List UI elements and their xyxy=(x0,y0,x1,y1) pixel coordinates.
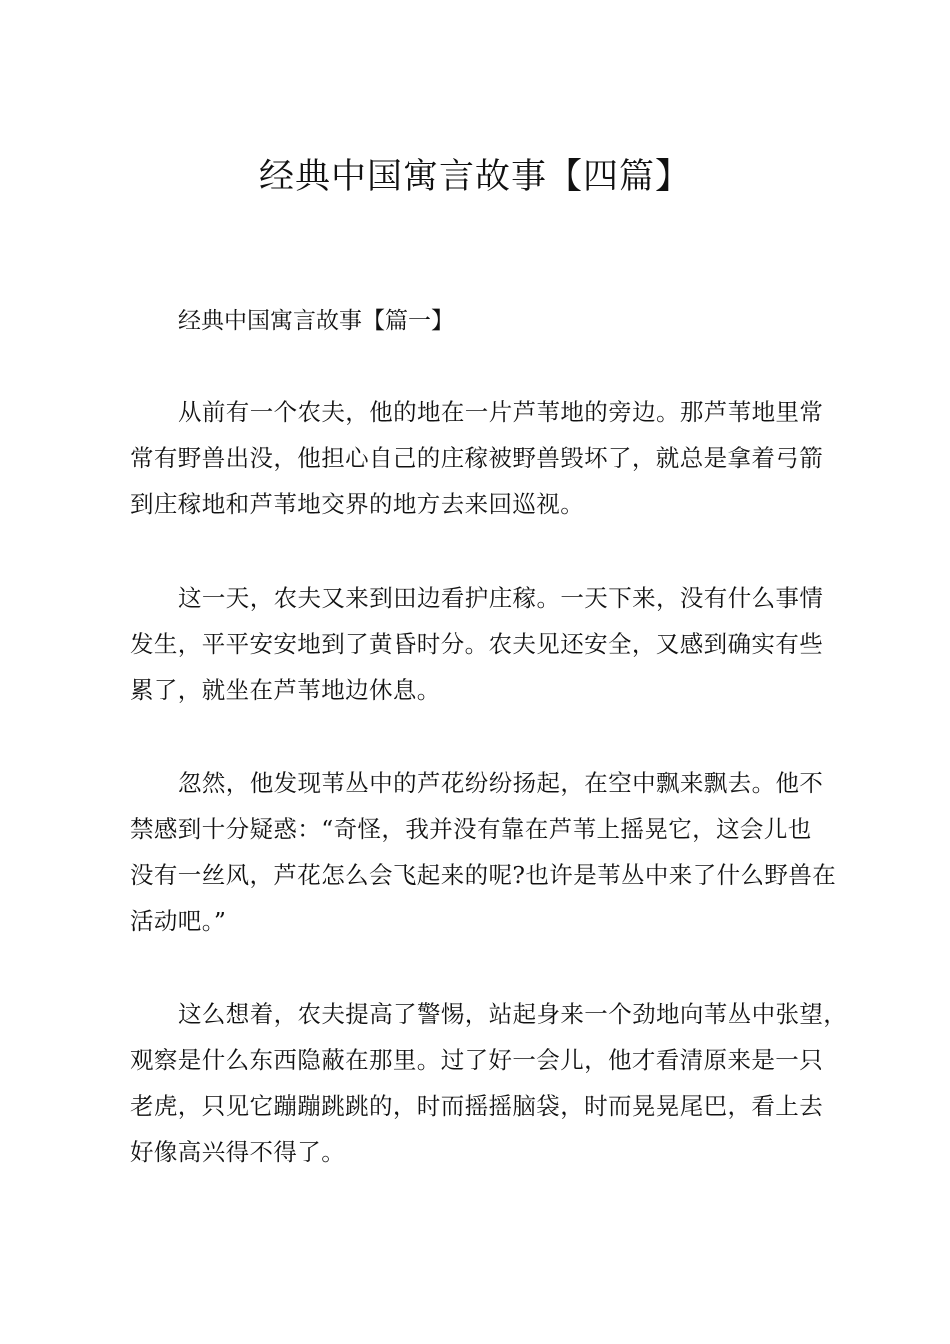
paragraph-line: 老虎，只见它蹦蹦跳跳的，时而摇摇脑袋，时而晃晃尾巴，看上去 xyxy=(130,1092,824,1120)
paragraph-2 xyxy=(130,575,830,713)
document-title: 经典中国寓言故事【四篇】 xyxy=(258,157,691,198)
paragraph-line: 常有野兽出没，他担心自己的庄稼被野兽毁坏了，就总是拿着弓箭 xyxy=(130,444,824,472)
paragraph-line: 这一天，农夫又来到田边看护庄稼。一天下来，没有什么事情 xyxy=(178,584,824,612)
paragraph-line: 忽然，他发现苇丛中的芦花纷纷扬起，在空中飘来飘去。他不 xyxy=(178,769,824,797)
paragraph-line: 没有一丝风，芦花怎么会飞起来的呢?也许是苇丛中来了什么野兽在 xyxy=(130,861,837,889)
paragraph-line: 好像高兴得不得了。 xyxy=(130,1138,346,1166)
paragraph-1 xyxy=(130,389,830,527)
paragraph-line: 禁感到十分疑惑：“奇怪，我并没有靠在芦苇上摇晃它，这会儿也 xyxy=(130,815,812,843)
paragraph-4 xyxy=(130,991,848,1175)
paragraph-line: 从前有一个农夫，他的地在一片芦苇地的旁边。那芦苇地里常 xyxy=(178,398,824,426)
paragraph-line: 累了，就坐在芦苇地边休息。 xyxy=(130,676,441,704)
section-heading: 经典中国寓言故事【篇一】 xyxy=(178,308,454,334)
paragraph-line: 发生，平平安安地到了黄昏时分。农夫见还安全，又感到确实有些 xyxy=(130,630,824,658)
paragraph-line: 活动吧。” xyxy=(130,907,227,935)
paragraph-line: 这么想着，农夫提高了警惕，站起身来一个劲地向苇丛中张望， xyxy=(178,1000,848,1028)
paragraph-line: 观察是什么东西隐蔽在那里。过了好一会儿，他才看清原来是一只 xyxy=(130,1046,824,1074)
paragraph-line: 到庄稼地和芦苇地交界的地方去来回巡视。 xyxy=(130,490,585,518)
paragraph-3 xyxy=(130,760,837,944)
